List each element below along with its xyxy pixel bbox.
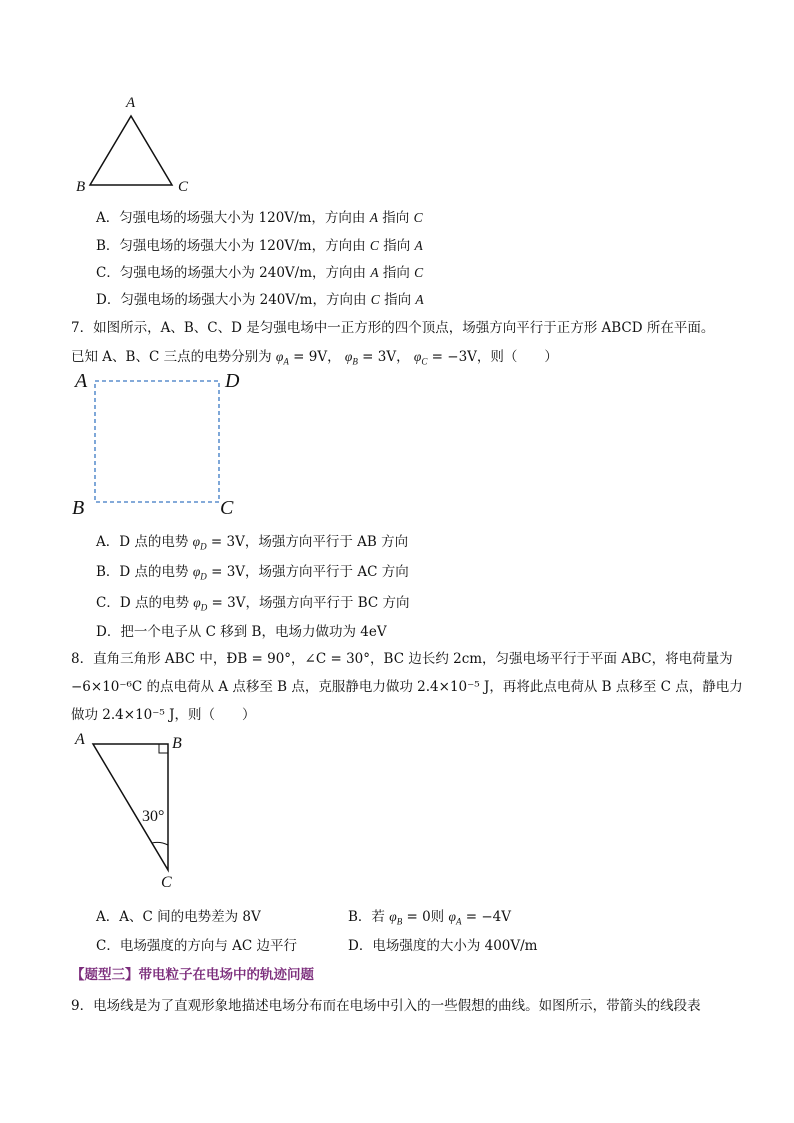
q7-stem-line2: 已知 A、B、C 三点的电势分别为 $\varphi_A = 9V$， $\varphi_B = 3V$， $\varphi_C = -3V$，则（ ） [71, 349, 558, 367]
section-bracket: 【题型三】 [71, 967, 139, 983]
q7-option-c: C．D 点的电势 $\varphi_D = 3V$，场强方向平行于 BC 方向 [96, 595, 410, 613]
right-angle-mark [159, 744, 168, 753]
square-label-d: D [225, 370, 240, 392]
q9-stem-line1: 9．电场线是为了直观形象地描述电场分布而在电场中引入的一些假想的曲线。如图所示，带箭头的线段表 [71, 998, 701, 1014]
q7-stem-line1: 7．如图所示，A、B、C、D 是匀强电场中一正方形的四个顶点，场强方向平行于正方形 ABCD 所在平面。 [71, 320, 715, 336]
angle-arc [152, 842, 168, 845]
section-heading [71, 963, 314, 983]
q8-option-d: D．电场强度的大小为 400V/m [348, 938, 538, 954]
rt-angle-label: 30° [142, 808, 165, 825]
q7-option-a: A．D 点的电势 $\varphi_D = 3V$，场强方向平行于 AB 方向 [96, 534, 409, 552]
q7-option-d: D．把一个电子从 C 移到 B，电场力做功为 4eV [96, 624, 387, 640]
square-label-a: A [75, 370, 88, 392]
q7-option-b: B．D 点的电势 $\varphi_D = 3V$，场强方向平行于 AC 方向 [96, 564, 409, 582]
q6-option-d: D．匀强电场的场强大小为 240V/m，方向由 C 指向 A [96, 292, 424, 308]
q8-stem-line1: 8．直角三角形 ABC 中，ÐB = 90°，∠C = 30°，BC 边长约 2cm，匀强电场平行于平面 ABC，将电荷量为 [71, 651, 733, 667]
tri-label-c: C [178, 179, 189, 195]
rt-label-c: C [161, 874, 172, 891]
triangle-abc [90, 116, 172, 185]
q6-option-c: C．匀强电场的场强大小为 240V/m，方向由 A 指向 C [96, 265, 424, 281]
right-triangle [93, 744, 168, 870]
q8-stem-line2: −6×10⁻⁶C 的点电荷从 A 点移至 B 点，克服静电力做功 2.4×10⁻⁵ J，再将此点电荷从 B 点移至 C 点，静电力 [71, 679, 743, 695]
q8-stem-line3: 做功 2.4×10⁻⁵ J，则（ ） [71, 707, 256, 723]
tri-label-a: A [126, 95, 136, 111]
rt-label-b: B [172, 735, 182, 752]
square-label-c: C [220, 497, 234, 519]
dashed-square [95, 381, 219, 502]
q8-option-c: C．电场强度的方向与 AC 边平行 [96, 938, 297, 954]
rt-label-a: A [75, 731, 85, 748]
q8-option-b: B．若 $\varphi_B = 0$则 $\varphi_A = -4V$ [348, 909, 511, 927]
section-title: 带电粒子在电场中的轨迹问题 [138, 967, 314, 983]
tri-label-b: B [76, 179, 86, 195]
q6-option-a: A．匀强电场的场强大小为 120V/m，方向由 A 指向 C [96, 210, 423, 226]
q8-option-a: A．A、C 间的电势差为 8V [96, 909, 261, 925]
square-label-b: B [72, 497, 85, 519]
q6-option-b: B．匀强电场的场强大小为 120V/m，方向由 C 指向 A [96, 238, 423, 254]
